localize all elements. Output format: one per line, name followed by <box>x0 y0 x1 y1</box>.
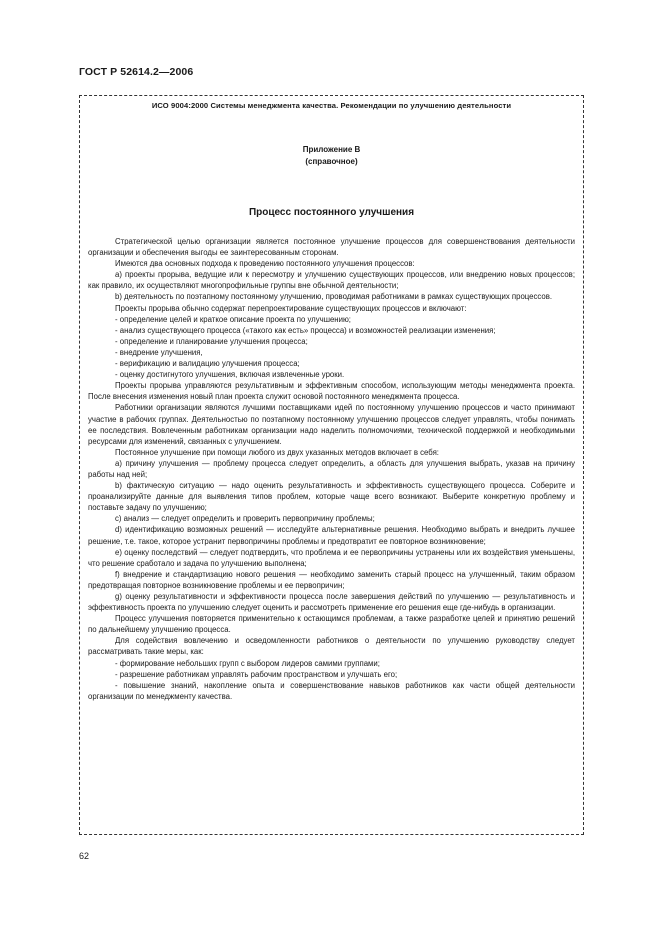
document-header: ГОСТ Р 52614.2—2006 <box>79 66 194 78</box>
body-text <box>88 236 575 702</box>
paragraph: Проекты прорыва управляются результативным и эффективным способом, использующим методы менеджмента проекта. После внесения изменения новый план проекта служит основой постоянного менеджмента процесса. <box>88 381 575 402</box>
paragraph: с) анализ — следует определить и проверить первопричину проблемы; <box>115 514 375 524</box>
paragraph: а) причину улучшения — проблему процесса следует определить, а область для улучшения выбрать, указав на причину работы над ней; <box>88 458 575 479</box>
appendix-heading <box>80 144 583 168</box>
paragraph: - повышение знаний, накопление опыта и совершенствование навыков работников как части общей деятельности организации по менеджменту качества. <box>88 680 575 701</box>
paragraph: d) идентификацию возможных решений — исследуйте альтернативные решения. Необходимо выбрать и внедрить лучшее решение, т.е. такое, которое устранит первопричины проблемы и предотвратит ее повторное возникновение; <box>88 525 575 546</box>
section-title: Процесс постоянного улучшения <box>248 207 415 218</box>
paragraph: - внедрение улучшения, <box>115 347 203 357</box>
paragraph: - разрешение работникам управлять рабочим пространством и улучшать его; <box>115 669 398 679</box>
paragraph: - формирование небольших групп с выбором лидеров самими группами; <box>115 658 380 668</box>
appendix-type: (справочное) <box>305 157 358 166</box>
paragraph: b) фактическую ситуацию — надо оценить результативность и эффективность существующего процесса. Соберите и проанализируйте данные для выявления типов проблем, которые чаще всего возникают. Выберите конкретную проблему и поставьте задачу по улучшению; <box>88 481 575 513</box>
paragraph: - оценку достигнутого улучшения, включая извлеченные уроки. <box>115 370 345 380</box>
paragraph: - анализ существующего процесса («такого как есть» процесса) и возможностей реализации изменения; <box>115 325 496 335</box>
paragraph: Имеются два основных подхода к проведению постоянного улучшения процессов: <box>115 259 415 269</box>
iso-standard-title: ИСО 9004:2000 Системы менеджмента качества. Рекомендации по улучшению деятельности <box>151 101 512 110</box>
appendix-label: Приложение В <box>302 145 361 154</box>
paragraph: Стратегической целью организации является постоянное улучшение процессов для совершенствования деятельности организации и обеспечения выгоды ее заинтересованным сторонам. <box>88 237 575 258</box>
paragraph: Работники организации являются лучшими поставщиками идей по постоянному улучшению процессов и часто принимают участие в рабочих группах. Деятельностью по поэтапному постоянному улучшению процессов следует управлять, чтобы понимать ее последствия. Вовлеченным работникам организации надо наделить полномочиями, технической поддержкой и необходимыми ресурсами для изменений, связанных с улучшением. <box>88 403 575 446</box>
paragraph: Процесс улучшения повторяется применительно к остающимся проблемам, а также разработке целей и принятию решений по дальнейшему улучшению процесса. <box>88 614 575 635</box>
paragraph: - определение и планирование улучшения процесса; <box>115 336 308 346</box>
iso-text-frame <box>79 95 584 835</box>
paragraph: Постоянное улучшение при помощи любого из двух указанных методов включает в себя: <box>115 447 439 457</box>
paragraph: - верификацию и валидацию улучшения процесса; <box>115 359 300 369</box>
paragraph: а) проекты прорыва, ведущие или к пересмотру и улучшению существующих процессов, или внедрению новых процессов; как правило, их осуществляют многопрофильные группы вне обычной деятельности; <box>88 270 575 291</box>
paragraph: b) деятельность по поэтапному постоянному улучшению, проводимая работниками в рамках существующих процессов. <box>115 292 553 302</box>
paragraph: Для содействия вовлечению и осведомленности работников о деятельности по улучшению руководству следует рассматривать такие меры, как: <box>88 636 575 657</box>
page-number: 62 <box>79 851 90 861</box>
paragraph: Проекты прорыва обычно содержат перепроектирование существующих процессов и включают: <box>115 303 467 313</box>
paragraph: f) внедрение и стандартизацию нового решения — необходимо заменить старый процесс на улучшенный, таким образом предотвращая повторное возникновение проблемы и ее первопричин; <box>88 569 575 590</box>
paragraph: е) оценку последствий — следует подтвердить, что проблема и ее первопричины устранены или их воздействия уменьшены, что решение сработало и задача по улучшению выполнена; <box>88 547 575 568</box>
paragraph: g) оценку результативности и эффективности процесса после завершения действий по улучшению — результативность и эффективность проекта по улучшению следует оценить и рассмотреть применение его решения еще где-нибудь в организации. <box>88 592 575 613</box>
paragraph: - определение целей и краткое описание проекта по улучшению; <box>115 314 351 324</box>
